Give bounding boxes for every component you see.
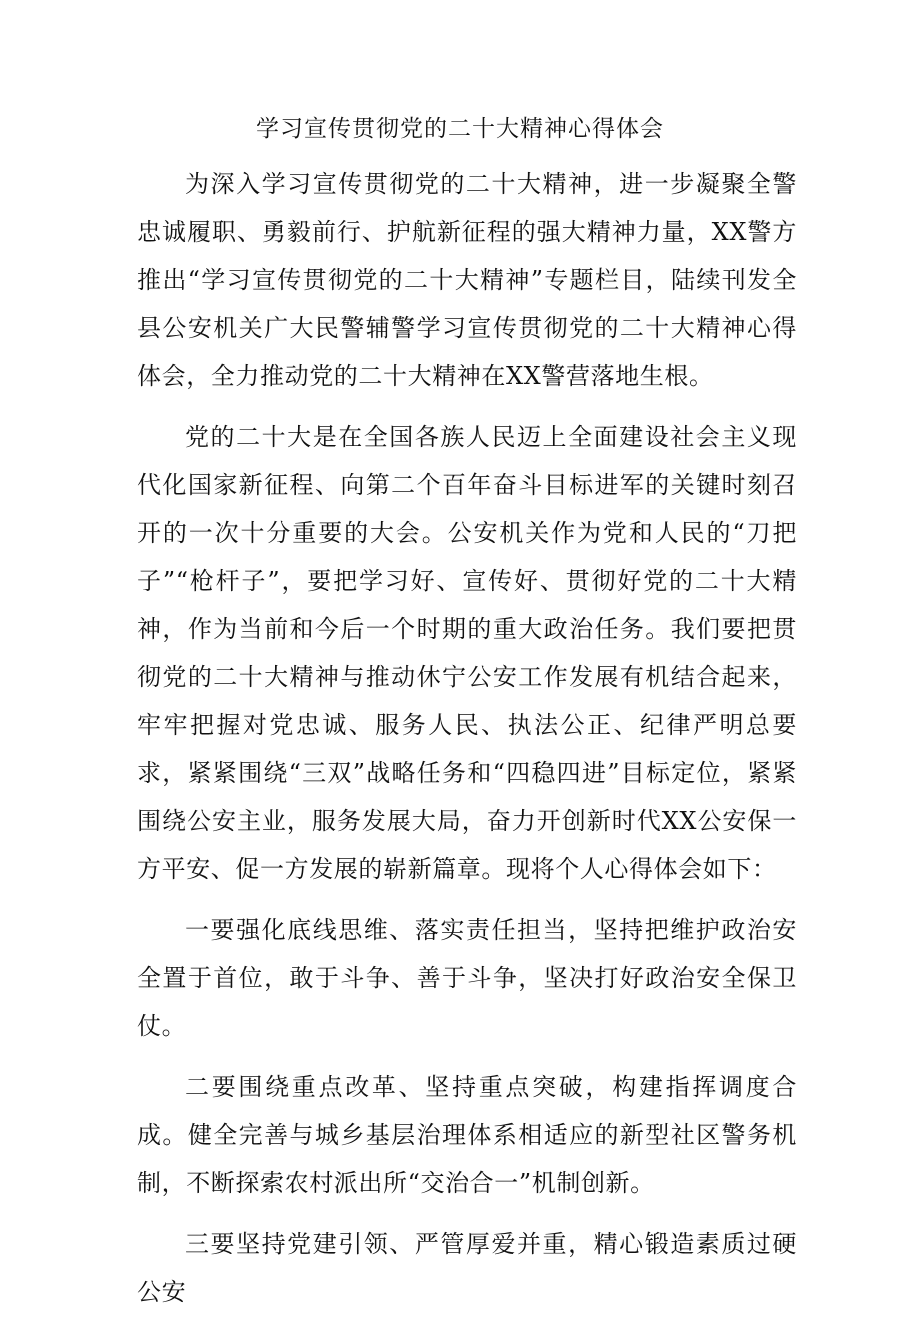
paragraph-intro: 为深入学习宣传贯彻党的二十大精神，进一步凝聚全警忠诚履职、勇毅前行、护航新征程的强大精神力量，XX警方推出“学习宣传贯彻党的二十大精神”专题栏目，陆续刊发全县公安机关广大民警辅警学习宣传贯彻党的二十大精神心得体会，全力推动党的二十大精神在XX警营落地生根。 (137, 170, 797, 390)
paragraph-point-two: 二要围绕重点改革、坚持重点突破，构建指挥调度合成。健全完善与城乡基层治理体系相适应的新型社区警务机制，不断探索农村派出所“交治合一”机制创新。 (137, 1073, 797, 1197)
document-body (137, 160, 797, 1329)
paragraph-point-three: 三要坚持党建引领、严管厚爱并重，精心锻造素质过硬公安 (137, 1230, 797, 1306)
paragraph-main: 党的二十大是在全国各族人民迈上全面建设社会主义现代化国家新征程、向第二个百年奋斗目标进军的关键时刻召开的一次十分重要的大会。公安机关作为党和人民的“刀把子”“枪杆子”，要把学习好、宣传好、贯彻好党的二十大精神，作为当前和今后一个时期的重大政治任务。我们要把贯彻党的二十大精神与推动休宁公安工作发展有机结合起来，牢牢把握对党忠诚、服务人民、执法公正、纪律严明总要求，紧紧围绕“三双”战略任务和“四稳四进”目标定位，紧紧围绕公安主业，服务发展大局，奋力开创新时代XX公安保一方平安、促一方发展的崭新篇章。现将个人心得体会如下： (137, 423, 797, 883)
paragraph-point-one: 一要强化底线思维、落实责任担当，坚持把维护政治安全置于首位，敢于斗争、善于斗争，坚决打好政治安全保卫仗。 (137, 916, 797, 1040)
document-title: 学习宣传贯彻党的二十大精神心得体会 (256, 116, 664, 142)
